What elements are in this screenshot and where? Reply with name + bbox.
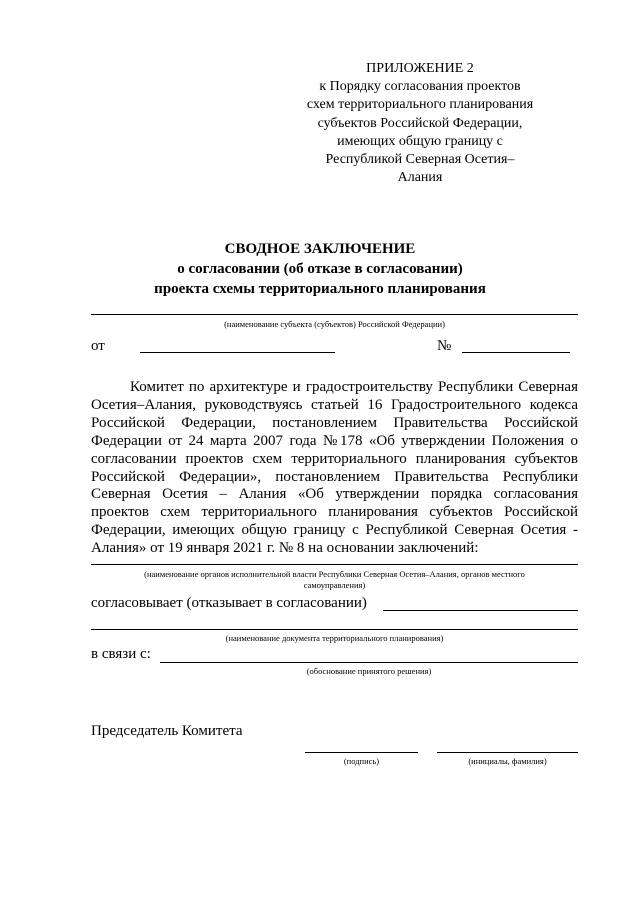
- appendix-line: имеющих общую границу с: [337, 133, 503, 149]
- from-label: от: [91, 338, 105, 354]
- signature-field-line[interactable]: [305, 752, 418, 753]
- because-label: в связи с:: [91, 646, 151, 662]
- chairman-label: Председатель Комитета: [91, 723, 243, 739]
- authorities-caption-2: самоуправления): [303, 580, 366, 590]
- authorities-field-line[interactable]: [91, 564, 578, 565]
- subject-field-line[interactable]: [91, 314, 578, 315]
- appendix-header: [300, 60, 540, 187]
- number-label: №: [437, 338, 452, 354]
- initials-field-line[interactable]: [437, 752, 578, 753]
- number-field-line[interactable]: [462, 352, 570, 353]
- reason-caption: (обоснование принятого решения): [306, 666, 432, 676]
- document-field-line[interactable]: [91, 629, 578, 630]
- initials-caption: (инициалы, фамилия): [468, 756, 547, 766]
- subject-caption: (наименование субъекта (субъектов) Российской Федерации): [224, 319, 445, 329]
- document-subtitle-2: проекта схемы территориального планирования: [154, 281, 486, 297]
- document-caption: (наименование документа территориального планирования): [225, 633, 444, 643]
- appendix-line: субъектов Российской Федерации,: [317, 115, 523, 131]
- agrees-field-line[interactable]: [383, 610, 578, 611]
- because-field-line[interactable]: [160, 662, 578, 663]
- from-field-line[interactable]: [140, 352, 335, 353]
- appendix-line: Алания: [397, 170, 443, 186]
- appendix-line: схем территориального планирования: [306, 97, 534, 113]
- authorities-caption: (наименование органов исполнительной власти Республики Северная Осетия–Алания, органов местного: [144, 569, 525, 579]
- agrees-label: согласовывает (отказывает в согласовании): [91, 595, 367, 611]
- document-title: СВОДНОЕ ЗАКЛЮЧЕНИЕ: [224, 241, 416, 257]
- appendix-line: Республикой Северная Осетия–: [325, 152, 515, 168]
- appendix-line: к Порядку согласования проектов: [319, 79, 521, 95]
- appendix-line: ПРИЛОЖЕНИЕ 2: [366, 61, 474, 76]
- signature-caption: (подпись): [343, 756, 380, 766]
- document-subtitle: о согласовании (об отказе в согласовании): [177, 261, 463, 277]
- body-paragraph: Комитет по архитектуре и градостроительству Республики Северная Осетия–Алания, руководствуясь статьей 16 Градостроительного кодекса Российской Федерации, постановлением Правительства Российской Федерации от 24 марта 2007 года №178 «Об утверждении Положения о согласовании проектов схем территориального планирования субъектов Российской Федерации», постановлением Правительства Республики Северная Осетия – Алания «Об утверждении порядка согласования проектов схем территориального планирования субъектов Российской Федерации, имеющих общую границу с Республикой Северная Осетия - Алания» от 19 января 2021 г. № 8 на основании заключений:: [91, 379, 578, 557]
